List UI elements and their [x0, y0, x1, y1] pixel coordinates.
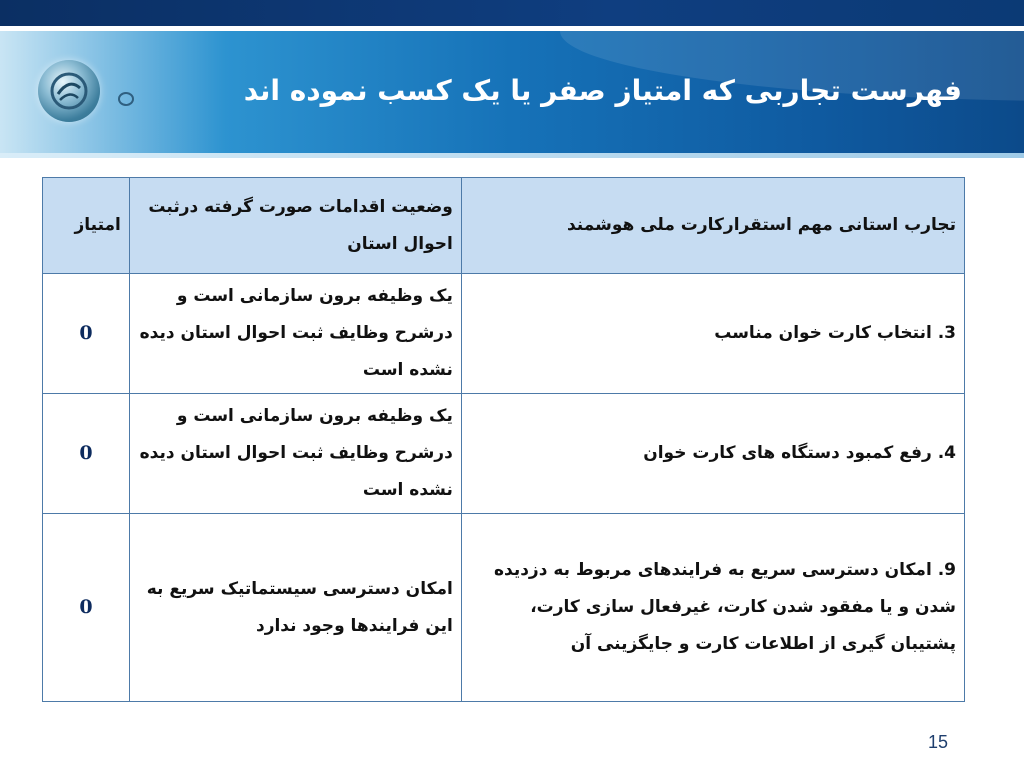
- cell-experience: 3. انتخاب کارت خوان مناسب: [461, 274, 964, 394]
- table-row: [43, 394, 965, 514]
- header-experience: تجارب استانی مهم استقرارکارت ملی هوشمند: [461, 178, 964, 274]
- cell-experience: 4. رفع کمبود دستگاه های کارت خوان: [461, 394, 964, 514]
- cell-experience: 9. امکان دسترسی سریع به فرایندهای مربوط به دزدیده شدن و یا مفقود شدن کارت، غیرفعال سازی کارت، پشتیبان گیری از اطلاعات کارت و جایگزینی آن: [461, 514, 964, 702]
- organization-logo-icon: [38, 60, 100, 122]
- table-row: [43, 274, 965, 394]
- cell-status: یک وظیفه برون سازمانی است و درشرح وظایف ثبت احوال استان دیده نشده است: [129, 394, 461, 514]
- banner-bottom-edge: [0, 153, 1024, 158]
- top-bar: [0, 0, 1024, 26]
- header-status: وضعیت اقدامات صورت گرفته درثبت احوال استان: [129, 178, 461, 274]
- slide-title: فهرست تجاربی که امتیاز صفر یا یک کسب نموده اند: [243, 74, 962, 107]
- cell-score: 0: [43, 274, 130, 394]
- table-row: [43, 514, 965, 702]
- experiences-table: [42, 177, 965, 702]
- cell-status: یک وظیفه برون سازمانی است و درشرح وظایف ثبت احوال استان دیده نشده است: [129, 274, 461, 394]
- table-header-row: [43, 178, 965, 274]
- cell-score: 0: [43, 394, 130, 514]
- cell-score: 0: [43, 514, 130, 702]
- cell-status: امکان دسترسی سیستماتیک سریع به این فرایندها وجود ندارد: [129, 514, 461, 702]
- header-score: امتیاز: [43, 178, 130, 274]
- page-number: 15: [928, 732, 949, 752]
- logo-small-emblem-icon: [118, 92, 134, 106]
